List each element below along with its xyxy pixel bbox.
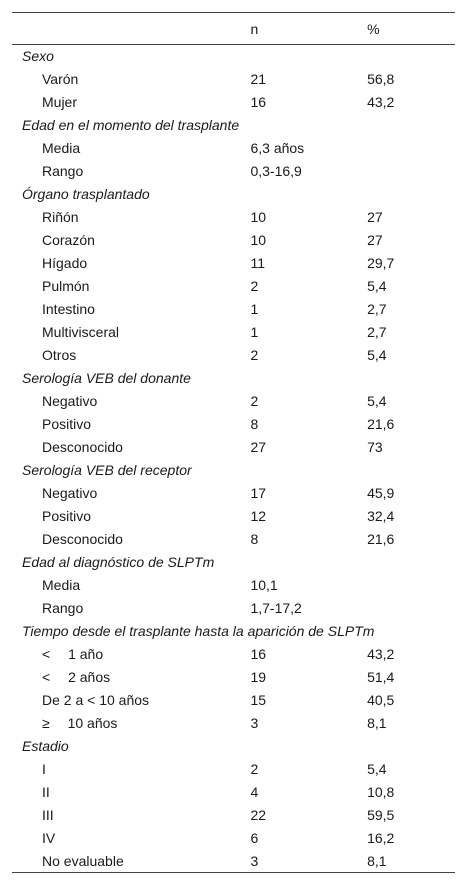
table-row <box>12 275 455 298</box>
row-label: Intestino <box>42 301 95 317</box>
row-n-value: 22 <box>250 807 267 823</box>
row-label: < 2 años <box>42 669 111 685</box>
row-percent-value <box>367 597 455 620</box>
section-title: Edad al diagnóstico de SLPTm <box>22 554 215 570</box>
row-percent-value: 27 <box>367 232 383 248</box>
section-header-row <box>12 620 455 643</box>
row-label: Pulmón <box>42 278 90 294</box>
row-label: No evaluable <box>12 850 250 873</box>
row-percent-value <box>367 137 455 160</box>
row-n-value: 0,3-16,9 <box>250 163 302 179</box>
row-label: Varón <box>42 71 79 87</box>
row-label: < 1 año <box>42 646 104 662</box>
row-label: Multivisceral <box>42 324 120 340</box>
row-percent-value: 5,4 <box>367 278 387 294</box>
row-percent-value: 27 <box>367 209 383 225</box>
table-row <box>12 390 455 413</box>
header-percent: % <box>367 13 455 45</box>
row-n-value: 10,1 <box>250 577 278 593</box>
table-row <box>12 666 455 689</box>
row-percent-value: 40,5 <box>367 692 395 708</box>
row-label: IV <box>42 830 56 846</box>
section-header-row <box>12 551 455 574</box>
table-row <box>12 68 455 91</box>
table-row <box>12 91 455 114</box>
table-row <box>12 321 455 344</box>
row-n-value: 6,3 años <box>250 140 305 156</box>
section-header-row <box>12 735 455 758</box>
row-label: Corazón <box>42 232 95 248</box>
row-label: De 2 a < 10 años <box>42 692 150 708</box>
row-percent-value: 32,4 <box>367 508 395 524</box>
row-percent-value <box>367 160 455 183</box>
row-percent-value: 56,8 <box>367 71 395 87</box>
header-n: n <box>250 13 367 45</box>
table-row <box>12 758 455 781</box>
row-n-value: 1,7-17,2 <box>250 600 302 616</box>
data-table-container <box>12 12 455 873</box>
table-row <box>12 528 455 551</box>
table-row <box>12 574 455 597</box>
header-label-cell <box>12 13 250 45</box>
row-n-value: 21 <box>250 71 267 87</box>
row-n-value: 17 <box>250 485 267 501</box>
row-n-value: 27 <box>250 439 267 455</box>
row-label: II <box>42 784 50 800</box>
row-label: Otros <box>42 347 77 363</box>
row-n-value: 2 <box>250 393 259 409</box>
table-row <box>12 827 455 850</box>
row-n-value: 8 <box>250 531 259 547</box>
row-n-value: 16 <box>250 94 267 110</box>
row-label: Rango <box>42 600 84 616</box>
table-row <box>12 712 455 735</box>
row-n-value: 3 <box>250 850 367 873</box>
table-row <box>12 597 455 620</box>
row-percent-value: 43,2 <box>367 646 395 662</box>
table-row <box>12 206 455 229</box>
row-percent-value: 43,2 <box>367 94 395 110</box>
table-row <box>12 505 455 528</box>
row-n-value: 15 <box>250 692 267 708</box>
row-label: Mujer <box>42 94 78 110</box>
table-row <box>12 643 455 666</box>
table-header-row <box>12 13 455 45</box>
row-n-value: 12 <box>250 508 267 524</box>
section-title: Órgano trasplantado <box>22 186 150 202</box>
row-percent-value: 10,8 <box>367 784 395 800</box>
row-n-value: 2 <box>250 761 259 777</box>
row-label: Positivo <box>42 508 92 524</box>
row-percent-value: 51,4 <box>367 669 395 685</box>
row-percent-value: 5,4 <box>367 347 387 363</box>
row-n-value: 10 <box>250 232 267 248</box>
row-label: Desconocido <box>42 531 123 547</box>
row-label: Negativo <box>42 485 98 501</box>
row-percent-value: 45,9 <box>367 485 395 501</box>
row-n-value: 2 <box>250 347 259 363</box>
row-percent-value: 73 <box>367 439 383 455</box>
table-row <box>12 160 455 183</box>
row-label: ≥ 10 años <box>42 715 118 731</box>
table-row <box>12 137 455 160</box>
row-n-value: 3 <box>250 715 259 731</box>
table-row <box>12 689 455 712</box>
row-percent-value: 29,7 <box>367 255 395 271</box>
row-label: Rango <box>42 163 84 179</box>
row-label: Media <box>42 140 81 156</box>
row-percent-value: 5,4 <box>367 393 387 409</box>
row-label: Hígado <box>42 255 88 271</box>
section-title: Estadio <box>22 738 69 754</box>
table-row <box>12 804 455 827</box>
table-row <box>12 436 455 459</box>
row-label: Media <box>42 577 81 593</box>
row-label: Desconocido <box>42 439 123 455</box>
table-row <box>12 850 455 873</box>
section-title: Serología VEB del receptor <box>22 462 192 478</box>
section-header-row <box>12 45 455 68</box>
row-percent-value: 2,7 <box>367 301 387 317</box>
table-row <box>12 781 455 804</box>
section-header-row <box>12 367 455 390</box>
row-percent-value: 21,6 <box>367 416 395 432</box>
row-percent-value: 5,4 <box>367 761 387 777</box>
table-row <box>12 344 455 367</box>
section-header-row <box>12 183 455 206</box>
section-title: Edad en el momento del trasplante <box>22 117 240 133</box>
row-n-value: 1 <box>250 301 259 317</box>
table-row <box>12 298 455 321</box>
row-n-value: 10 <box>250 209 267 225</box>
row-percent-value <box>367 574 455 597</box>
row-label: Positivo <box>42 416 92 432</box>
row-percent-value: 21,6 <box>367 531 395 547</box>
row-percent-value: 8,1 <box>367 715 387 731</box>
row-label: Negativo <box>42 393 98 409</box>
table-row <box>12 413 455 436</box>
row-label: Riñón <box>42 209 79 225</box>
section-header-row <box>12 459 455 482</box>
section-header-row <box>12 114 455 137</box>
row-n-value: 4 <box>250 784 259 800</box>
section-title: Serología VEB del donante <box>22 370 191 386</box>
row-percent-value: 16,2 <box>367 830 395 846</box>
row-n-value: 16 <box>250 646 267 662</box>
section-title: Sexo <box>22 48 54 65</box>
table-body <box>12 45 455 873</box>
row-n-value: 1 <box>250 324 259 340</box>
row-n-value: 11 <box>250 255 266 271</box>
row-percent-value: 2,7 <box>367 324 387 340</box>
table-row <box>12 252 455 275</box>
row-n-value: 8 <box>250 416 259 432</box>
row-label: III <box>42 807 54 823</box>
row-n-value: 6 <box>250 830 259 846</box>
row-label: I <box>42 761 46 777</box>
patient-characteristics-table <box>12 12 455 873</box>
row-percent-value: 59,5 <box>367 807 395 823</box>
table-row <box>12 482 455 505</box>
section-title: Tiempo desde el trasplante hasta la aparición de SLPTm <box>22 623 375 639</box>
row-n-value: 19 <box>250 669 267 685</box>
table-row <box>12 229 455 252</box>
row-percent-value: 8,1 <box>367 850 455 873</box>
row-n-value: 2 <box>250 278 259 294</box>
